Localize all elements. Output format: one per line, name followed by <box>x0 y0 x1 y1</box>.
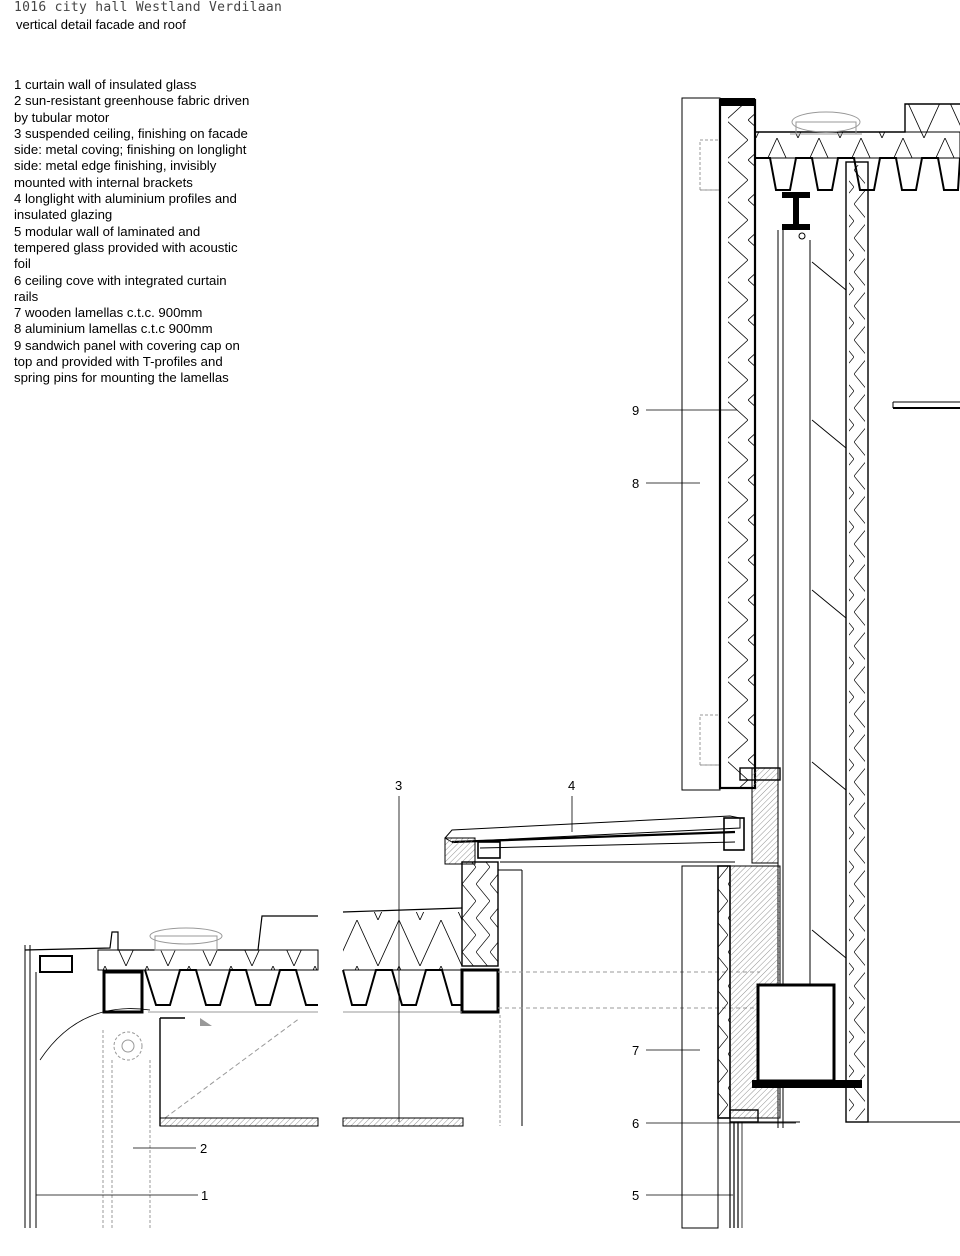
lower-facade <box>682 866 960 1228</box>
callout-4: 4 <box>568 778 576 793</box>
legend-item-6: 6 ceiling cove with integrated curtain rails <box>14 272 227 304</box>
callout-9: 9 <box>632 403 640 418</box>
drawing-subtitle: vertical detail facade and roof <box>16 17 186 32</box>
callout-6: 6 <box>632 1116 640 1131</box>
upper-roof <box>755 104 960 190</box>
legend-item-7: 7 wooden lamellas c.t.c. 900mm <box>14 305 203 321</box>
legend-item-3: 3 suspended ceiling, finishing on facade side: metal coving; finishing on longlight side: metal edge finishing, invisibly mounted with internal brackets <box>14 125 248 190</box>
inner-facade-frame <box>778 162 868 1128</box>
legend-item-9: 9 sandwich panel with covering cap on top and provided with T-profiles and spring pins for mounting the lamellas <box>14 337 240 386</box>
legend-item-2: 2 sun-resistant greenhouse fabric driven by tubular motor <box>14 93 250 125</box>
callout-5: 5 <box>632 1188 640 1203</box>
callout-7: 7 <box>632 1043 640 1058</box>
callout-1: 1 <box>201 1188 209 1203</box>
sandwich-panel <box>720 98 755 788</box>
callout-3: 3 <box>395 778 403 793</box>
right-edge-detail <box>893 402 960 408</box>
column-below-longlight <box>462 862 522 1126</box>
legend-item-5: 5 modular wall of laminated and tempered glass provided with acoustic foil <box>14 223 238 272</box>
callout-8: 8 <box>632 476 640 491</box>
lower-roof <box>25 908 760 1228</box>
callout-2: 2 <box>200 1141 208 1156</box>
legend-item-8: 8 aluminium lamellas c.t.c 900mm <box>14 321 213 337</box>
legend-item-4: 4 longlight with aluminium profiles and insulated glazing <box>14 191 237 223</box>
legend-item-1: 1 curtain wall of insulated glass <box>14 77 197 92</box>
aluminium-lamella-rail <box>682 98 720 790</box>
drawing-title: 1016 city hall Westland Verdilaan <box>14 0 283 15</box>
